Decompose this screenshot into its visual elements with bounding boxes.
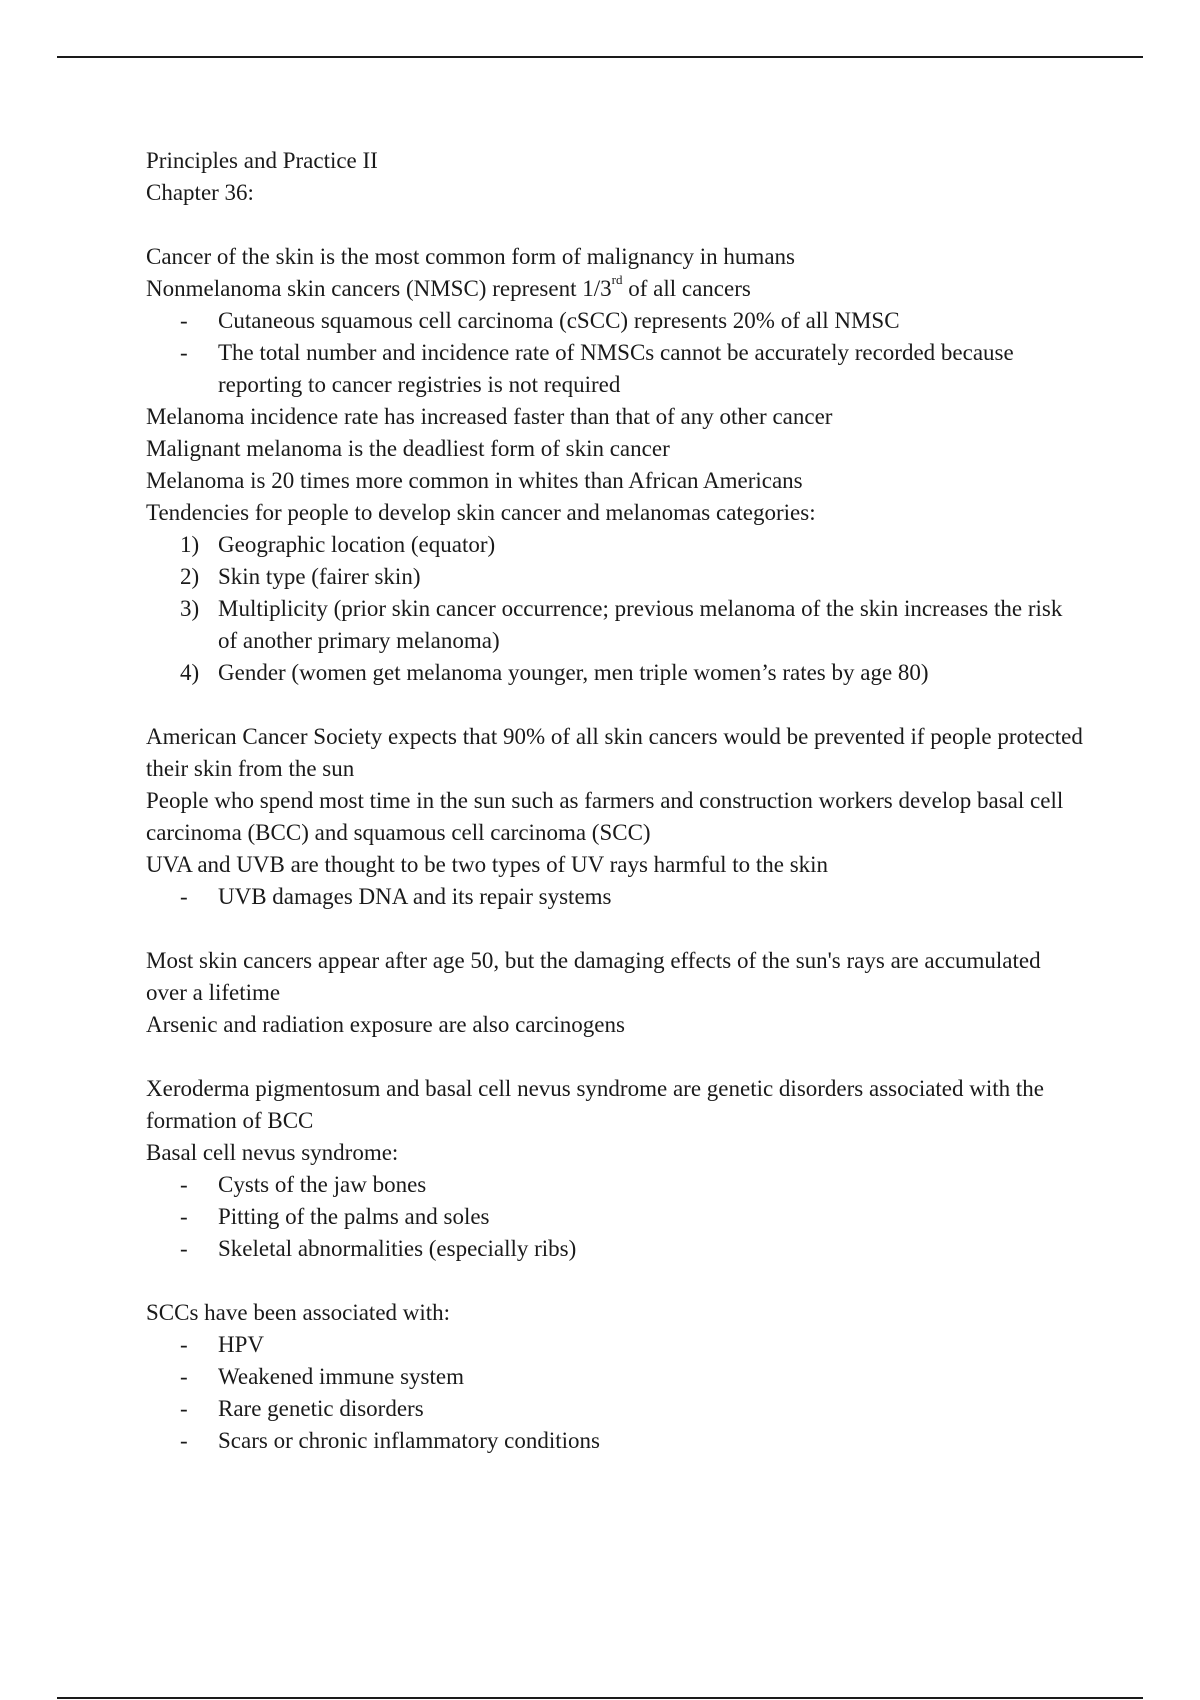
paragraph: American Cancer Society expects that 90% of all skin cancers would be prevented if people protected their skin from the sun: [146, 724, 1083, 781]
item-number: 2): [180, 564, 200, 589]
bullet-item: [146, 1329, 1086, 1361]
paragraph: Basal cell nevus syndrome:: [146, 1140, 399, 1165]
footer-rule: [57, 1697, 1143, 1699]
bullet-item: [146, 1233, 1086, 1265]
chapter-title: Chapter 36:: [146, 180, 254, 205]
item-number: 3): [180, 596, 200, 621]
numbered-item: [146, 593, 1086, 657]
bullet-marker: -: [180, 1236, 188, 1261]
bullet-marker: -: [180, 1172, 188, 1197]
superscript: rd: [611, 272, 623, 288]
document-body: [146, 145, 1086, 1457]
numbered-item: [146, 529, 1086, 561]
paragraph: Malignant melanoma is the deadliest form of skin cancer: [146, 436, 670, 461]
text-run: of all cancers: [622, 276, 751, 301]
bullet-marker: -: [180, 340, 188, 365]
item-number: 1): [180, 532, 200, 557]
bullet-item: [146, 1201, 1086, 1233]
bullet-item: [146, 305, 1086, 337]
bullet-text: Weakened immune system: [218, 1364, 464, 1389]
bullet-item: [146, 1361, 1086, 1393]
bullet-text: Skeletal abnormalities (especially ribs): [218, 1236, 577, 1261]
paragraph: Melanoma incidence rate has increased faster than that of any other cancer: [146, 404, 833, 429]
paragraph: People who spend most time in the sun such as farmers and construction workers develop basal cell carcinoma (BCC) and squamous cell carcinoma (SCC): [146, 788, 1064, 845]
bullet-text: UVB damages DNA and its repair systems: [218, 884, 612, 909]
header-rule: [57, 56, 1143, 58]
numbered-item: [146, 657, 1086, 689]
bullet-marker: -: [180, 884, 188, 909]
bullet-item: [146, 1169, 1086, 1201]
spacer: [146, 1041, 1086, 1073]
bullet-text: Cysts of the jaw bones: [218, 1172, 427, 1197]
item-text: Skin type (fairer skin): [218, 564, 421, 589]
item-text: Multiplicity (prior skin cancer occurrence; previous melanoma of the skin increases the risk of another primary melanoma): [218, 596, 1063, 653]
course-title: Principles and Practice II: [146, 148, 378, 173]
bullet-marker: -: [180, 1204, 188, 1229]
bullet-marker: -: [180, 1332, 188, 1357]
paragraph: UVA and UVB are thought to be two types of UV rays harmful to the skin: [146, 852, 829, 877]
item-number: 4): [180, 660, 200, 685]
text-run: Nonmelanoma skin cancers (NMSC) represent 1/3: [146, 276, 612, 301]
item-text: Gender (women get melanoma younger, men triple women’s rates by age 80): [218, 660, 929, 685]
bullet-marker: -: [180, 1396, 188, 1421]
bullet-marker: -: [180, 1428, 188, 1453]
bullet-item: [146, 1425, 1086, 1457]
paragraph: Xeroderma pigmentosum and basal cell nevus syndrome are genetic disorders associated with the formation of BCC: [146, 1076, 1044, 1133]
paragraph: Tendencies for people to develop skin cancer and melanomas categories:: [146, 500, 816, 525]
bullet-text: Cutaneous squamous cell carcinoma (cSCC) represents 20% of all NMSC: [218, 308, 900, 333]
spacer: [146, 689, 1086, 721]
paragraph: Melanoma is 20 times more common in whites than African Americans: [146, 468, 803, 493]
bullet-text: The total number and incidence rate of NMSCs cannot be accurately recorded because reporting to cancer registries is not required: [218, 340, 1014, 397]
bullet-item: [146, 1393, 1086, 1425]
paragraph: [146, 273, 1086, 305]
bullet-marker: -: [180, 308, 188, 333]
spacer: [146, 1265, 1086, 1297]
paragraph: Most skin cancers appear after age 50, but the damaging effects of the sun's rays are accumulated over a lifetime: [146, 948, 1041, 1005]
paragraph: Arsenic and radiation exposure are also carcinogens: [146, 1012, 625, 1037]
paragraph: Cancer of the skin is the most common form of malignancy in humans: [146, 244, 795, 269]
bullet-text: Rare genetic disorders: [218, 1396, 424, 1421]
paragraph: SCCs have been associated with:: [146, 1300, 451, 1325]
bullet-text: Scars or chronic inflammatory conditions: [218, 1428, 600, 1453]
bullet-item: [146, 337, 1086, 401]
bullet-text: Pitting of the palms and soles: [218, 1204, 490, 1229]
spacer: [146, 913, 1086, 945]
numbered-item: [146, 561, 1086, 593]
item-text: Geographic location (equator): [218, 532, 496, 557]
bullet-item: [146, 881, 1086, 913]
spacer: [146, 209, 1086, 241]
bullet-marker: -: [180, 1364, 188, 1389]
bullet-text: HPV: [218, 1332, 265, 1357]
